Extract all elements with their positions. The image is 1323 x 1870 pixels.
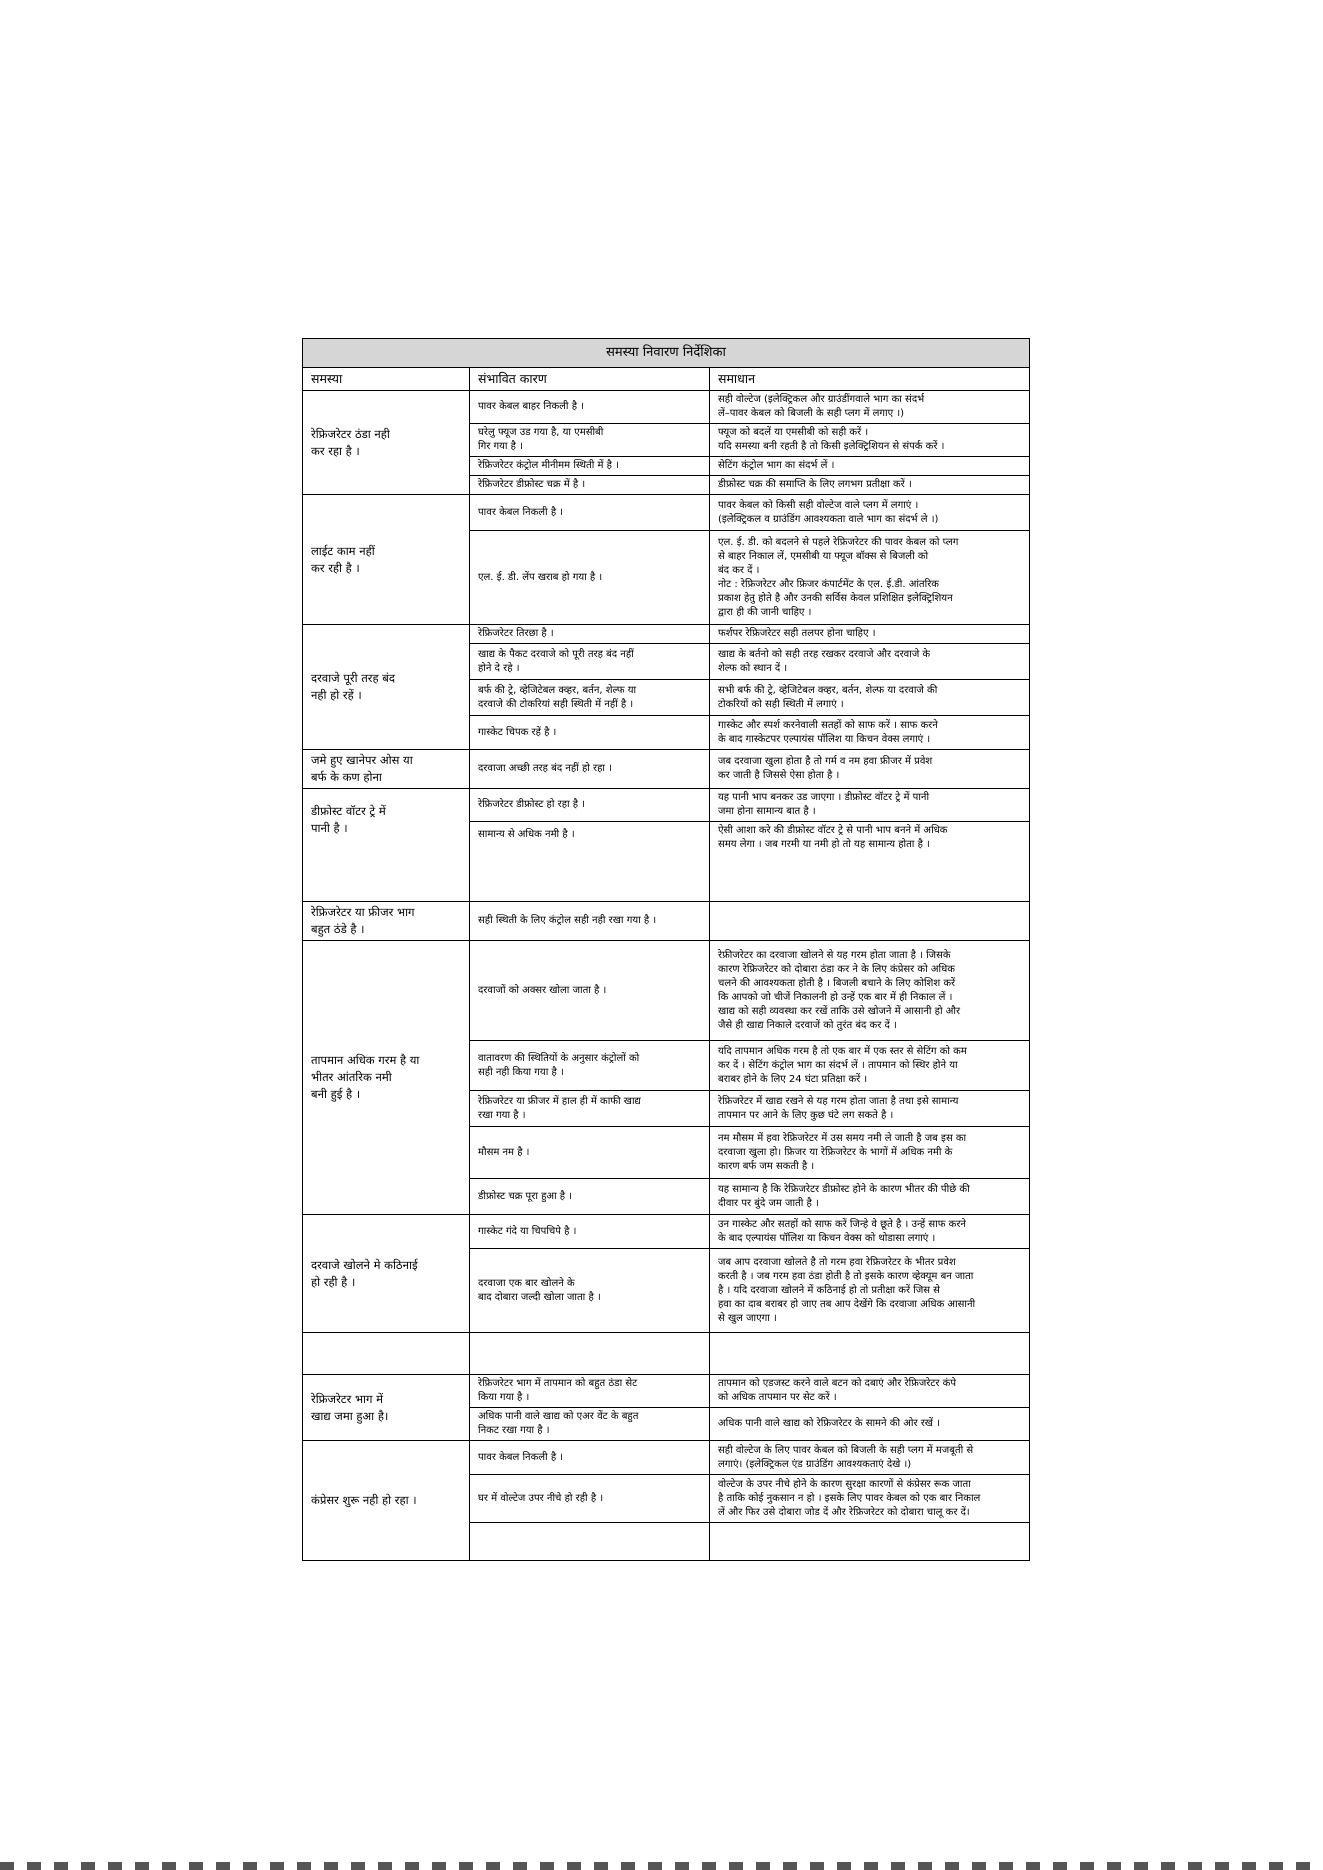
cause-cell: सामान्य से अधिक नमी है । [470, 822, 710, 902]
solution-cell: खाद्य के बर्तनो को सही तरह रखकर दरवाजे और दरवाजे के शेल्फ को स्थान दें । [710, 644, 1030, 680]
solution-cell [710, 1333, 1030, 1375]
header-problem: समस्या [303, 368, 470, 391]
problem-cell: तापमान अधिक गरम है या भीतर आंतरिक नमी बनी हुई है । [303, 941, 470, 1215]
problem-cell: लाईट काम नहीं कर रही है । [303, 495, 470, 625]
cause-cell: रेफ्रिजरेटर या फ्रीजर में हाल ही में काफी खाद्य रखा गया है । [470, 1091, 710, 1127]
cause-cell: दरवाजा एक बार खोलने के बाद दोबारा जल्दी खोला जाता है । [470, 1249, 710, 1333]
table-title: समस्या निवारण निर्देशिका [303, 339, 1030, 368]
solution-cell: यह पानी भाप बनकर उड जाएगा । डीफ्रोस्ट वॉटर ट्रे में पानी जमा होना सामान्य बात है । [710, 789, 1030, 822]
cause-cell: अधिक पानी वाले खाद्य को एअर वेंट के बहुत निकट रखा गया है । [470, 1408, 710, 1441]
cause-cell: बर्फ की ट्रे, व्हेजिटेबल क्व्हर, बर्तन, शेल्फ या दरवाजे की टोकरियां सही स्थिती में नहीं है । [470, 680, 710, 716]
cause-cell: दरवाजों को अक्सर खोला जाता है । [470, 941, 710, 1041]
cause-cell [470, 1523, 710, 1561]
solution-cell: फ्यूज को बदलें या एमसीबी को सही करें । यदि समस्या बनी रहती है तो किसी इलेक्ट्रिशियन से संपर्क करें । [710, 424, 1030, 457]
solution-cell: जब आप दरवाजा खोलते है तो गरम हवा रेफ्रिजरेटर के भीतर प्रवेश करती है । जब गरम हवा ठंडा होती है तो इसके कारण व्हेक्यूम बन जाता है । यदि दरवाजा खोलने में कठिनाई हो तो प्रतीक्षा करें जिस से हवा का दाब बराबर हो जाए तब आप देखेंगे कि दरवाजा अधिक आसानी से खुल जाएगा । [710, 1249, 1030, 1333]
header-solution: समाधान [710, 368, 1030, 391]
solution-cell: गास्केट और स्पर्श करनेवाली सतहों को साफ करें । साफ करने के बाद गास्केटपर एल्पायंस पॉलिश या किचन वेक्स लगाएं । [710, 716, 1030, 750]
solution-cell: डीफ्रोस्ट चक्र की समाप्ति के लिए लगभग प्रतीक्षा करें । [710, 476, 1030, 495]
cause-cell: रेफ्रिजरेटर डीफ्रोस्ट हो रहा है । [470, 789, 710, 822]
solution-cell: एल. ई. डी. को बदलने से पहले रेफ्रिजरेटर की पावर केबल को प्लग से बाहर निकाल लें, एमसीबी या फ्यूज बॉक्स से बिजली को बंद कर दें । नोट : रेफ्रिजरेटर और फ्रिजर कंपार्टमेंट के एल. ई.डी. आंतरिक प्रकाश हेतु होते है और उनकी सर्विस केवल प्रशिक्षित इलेक्ट्रिशियन द्वारा ही की जानी चाहिए । [710, 531, 1030, 625]
problem-cell: रेफ्रिजरेटर ठंडा नही कर रहा है । [303, 391, 470, 495]
solution-cell [710, 1523, 1030, 1561]
problem-cell [303, 1333, 470, 1375]
solution-cell: तापमान को एडजस्ट करने वाले बटन को दबाएं और रेफ्रिजरेटर कंपे को अधिक तापमान पर सेट करें । [710, 1375, 1030, 1408]
solution-cell: अधिक पानी वाले खाद्य को रेफ्रिजरेटर के सामने की ओर रखें । [710, 1408, 1030, 1441]
solution-cell: फर्शपर रेफ्रिजरेटर सही तलपर होना चाहिए । [710, 625, 1030, 644]
cause-cell [470, 1333, 710, 1375]
problem-cell: डीफ्रोस्ट वॉटर ट्रे में पानी है । [303, 789, 470, 902]
cause-cell: पावर केबल निकली है । [470, 1441, 710, 1475]
cause-cell: गास्केट चिपक रहें है । [470, 716, 710, 750]
cause-cell: डीफ्रोस्ट चक्र पूरा हुआ है । [470, 1179, 710, 1215]
cause-cell: गास्केट गंदे या चिपचिपे है । [470, 1215, 710, 1249]
troubleshooting-guide [302, 338, 1029, 1561]
cause-cell: वातावरण की स्थितियों के अनुसार कंट्रोलों को सही नही किया गया है । [470, 1041, 710, 1091]
cause-cell: रेफ्रिजरेटर कंट्रोल मीनीमम स्थिती में है । [470, 457, 710, 476]
problem-cell: कंप्रेसर शुरू नही हो रहा । [303, 1441, 470, 1561]
cause-cell: मौसम नम है । [470, 1127, 710, 1179]
solution-cell: यदि तापमान अधिक गरम है तो एक बार में एक स्तर से सेटिंग को कम कर दें । सेटिंग कंट्रोल भाग का संदर्भ लें । तापमान को स्थिर होने या बराबर होने के लिए 24 घंटा प्रतिक्षा करें । [710, 1041, 1030, 1091]
solution-cell: रेफ्रिजरेटर में खाद्य रखने से यह गरम होता जाता है तथा इसे सामान्य तापमान पर आने के लिए कुछ घंटे लग सकते है । [710, 1091, 1030, 1127]
troubleshooting-table [302, 338, 1030, 1561]
cause-cell: रेफ्रिजरेटर भाग में तापमान को बहुत ठंडा सेट किया गया है । [470, 1375, 710, 1408]
problem-cell: रेफ्रिजरेटर भाग में खाद्य जमा हुआ है। [303, 1375, 470, 1441]
problem-cell: जमे हुए खानेपर ओस या बर्फ के कण होना [303, 750, 470, 789]
problem-cell: रेफ्रिजरेटर या फ्रीजर भाग बहुत ठंडे है । [303, 902, 470, 941]
solution-cell: वोल्टेज के उपर नीचे होने के कारण सुरक्षा कारणों से कंप्रेसर रूक जाता है ताकि कोई नुकसान न हो । इसके लिए पावर केबल को एक बार निकाल लें और फिर उसे दोबारा जोड दें और रेफ्रिजरेटर को दोबारा चालू कर दें। [710, 1475, 1030, 1523]
cause-cell: घरेलु फ्यूज उड गया है, या एमसीबी गिर गया है । [470, 424, 710, 457]
solution-cell: नम मौसम में हवा रेफ्रिजरेटर में उस समय नमी ले जाती है जब इस का दरवाजा खुला हो। फ्रिजर या रेफ्रिजरेटर के भागों में अधिक नमी के कारण बर्फ जम सकती है । [710, 1127, 1030, 1179]
solution-cell: सही वोल्टेज (इलेक्ट्रिकल और ग्राउंडींगवाले भाग का संदर्भ लें–पावर केबल को बिजली के सही प्लग में लगाए ।) [710, 391, 1030, 424]
problem-cell: दरवाजे पूरी तरह बंद नही हो रहें । [303, 625, 470, 750]
cause-cell: खाद्य के पैकट दरवाजे को पूरी तरह बंद नहीं होने दे रहे । [470, 644, 710, 680]
cause-cell: रेफ्रिजरेटर तिरछा है । [470, 625, 710, 644]
solution-cell: जब दरवाजा खुला होता है तो गर्म व नम हवा फ्रीजर में प्रवेश कर जाती है जिससे ऐसा होता है । [710, 750, 1030, 789]
solution-cell: रेफ्रीजरेटर का दरवाजा खोलने से यह गरम होता जाता है । जिसके कारण रेफ्रिजरेटर को दोबारा ठंडा कर ने के लिए कंप्रेसर को अधिक चलने की आवश्यकता होती है । बिजली बचाने के लिए कोशिश करें कि आपको जो चीजें निकालनी हो उन्हें एक बार में ही निकाल लें । खाद्य को सही व्यवस्था कर रखें ताकि उसे खोजने में आसानी हो और जैसे ही खाद्य निकाले दरवाजें को तुरंत बंद कर दें । [710, 941, 1030, 1041]
cause-cell: दरवाजा अच्छी तरह बंद नहीं हो रहा । [470, 750, 710, 789]
solution-cell: ऐसी आशा करे की डीफ्रोस्ट वॉटर ट्रे से पानी भाप बनने में अधिक समय लेगा । जब गरमी या नमी हो तो यह सामान्य होता है । [710, 822, 1030, 902]
problem-cell: दरवाजे खोलने मे कठिनाई हो रही है । [303, 1215, 470, 1333]
solution-cell: सेटिंग कंट्रोल भाग का संदर्भ लें । [710, 457, 1030, 476]
cause-cell: पावर केबल बाहर निकली है । [470, 391, 710, 424]
solution-cell: यह सामान्य है कि रेफ्रिजरेटर डीफ्रोस्ट होने के कारण भीतर की पीछे की दीवार पर बुंदे जम जाती है । [710, 1179, 1030, 1215]
solution-cell: उन गास्केट और सतहों को साफ करें जिन्हे वे छूते है । उन्हें साफ करने के बाद एल्पायंस पॉलिश या किचन वेक्स को थोडासा लगाएं । [710, 1215, 1030, 1249]
cause-cell: रेफ्रिजरेटर डीफ्रोस्ट चक्र में है । [470, 476, 710, 495]
solution-cell: सभी बर्फ की ट्रे, व्हेजिटेबल क्व्हर, बर्तन, शेल्फ या दरवाजे की टोकरियों को सही स्थिती में लगाएं । [710, 680, 1030, 716]
solution-cell: पावर केबल को किसी सही वोल्टेज वाले प्लग में लगाएं । (इलेक्ट्रिकल व ग्राउंडिंग आवश्यकता वाले भाग का संदर्भ ले ।) [710, 495, 1030, 531]
cause-cell: घर में वोल्टेज उपर नीचे हो रही है । [470, 1475, 710, 1523]
cause-cell: पावर केबल निकली है । [470, 495, 710, 531]
page-bottom-dashed-border [0, 1862, 1323, 1870]
solution-cell: सही वोल्टेज के लिए पावर केबल को बिजली के सही प्लग में मजबूती से लगाएं। (इलेक्ट्रिकल एंड ग्राउंडिंग आवश्यकताएं देखे ।) [710, 1441, 1030, 1475]
cause-cell: एल. ई. डी. लेंप खराब हो गया है । [470, 531, 710, 625]
cause-cell: सही स्थिती के लिए कंट्रोल सही नही रखा गया है । [470, 902, 710, 941]
solution-cell [710, 902, 1030, 941]
header-cause: संभावित कारण [470, 368, 710, 391]
